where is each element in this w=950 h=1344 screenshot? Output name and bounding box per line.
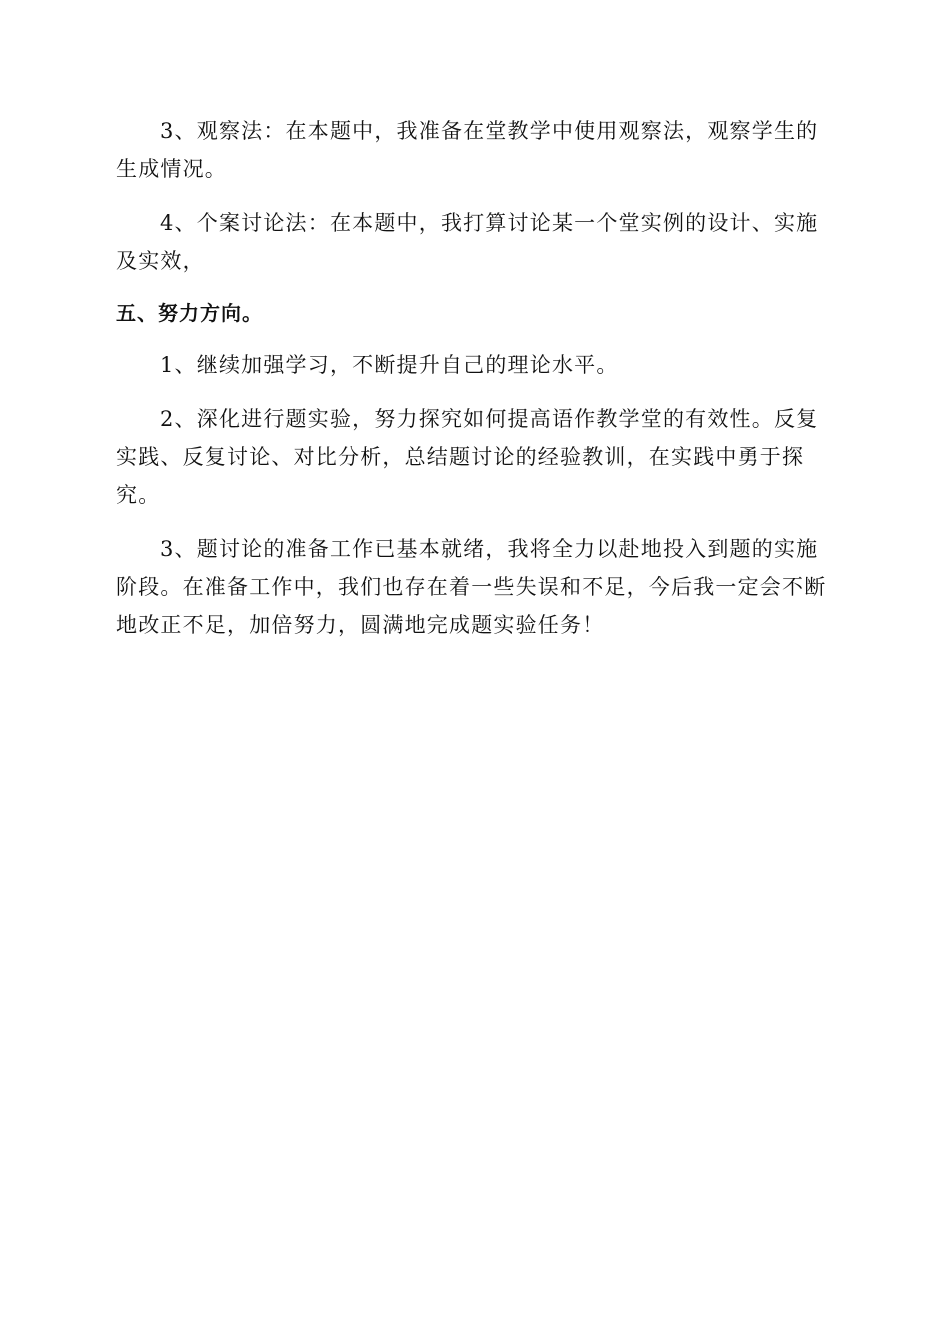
paragraph-direction-2: 2、深化进行题实验，努力探究如何提高语作教学堂的有效性。反复实践、反复讨论、对比分析，总结题讨论的经验教训，在实践中勇于探究。 — [116, 407, 819, 507]
paragraph-observation-method: 3、观察法：在本题中，我准备在堂教学中使用观察法，观察学生的生成情况。 — [116, 119, 819, 181]
paragraph-case-discussion-method: 4、个案讨论法：在本题中，我打算讨论某一个堂实例的设计、实施及实效， — [116, 211, 819, 273]
paragraph-direction-1: 1、继续加强学习，不断提升自己的理论水平。 — [160, 353, 619, 377]
document-body — [116, 112, 832, 644]
paragraph-direction-3: 3、题讨论的准备工作已基本就绪，我将全力以赴地投入到题的实施阶段。在准备工作中，我们也存在着一些失误和不足，今后我一定会不断地改正不足，加倍努力，圆满地完成题实验任务！ — [116, 537, 827, 637]
section-heading: 五、努力方向。 — [116, 301, 263, 325]
